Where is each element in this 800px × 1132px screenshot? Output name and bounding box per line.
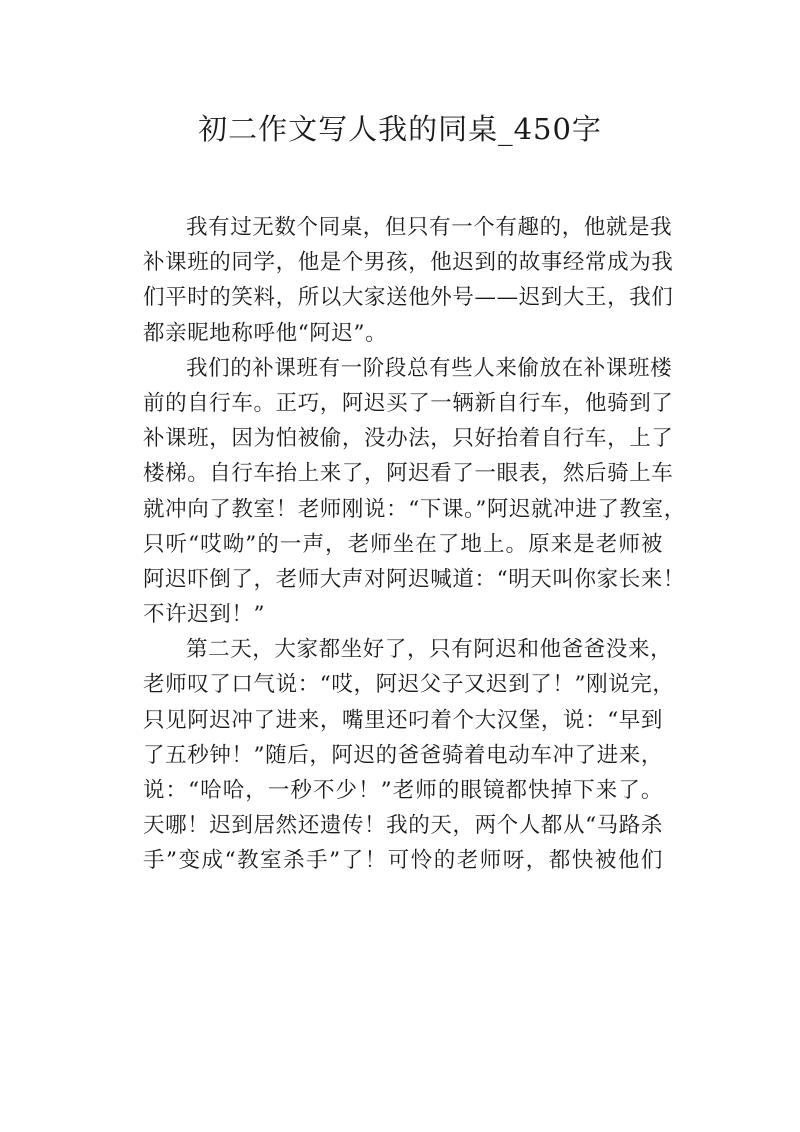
paragraph-line: 老师叹了口气说：“哎，阿迟父子又迟到了！”刚说完， (143, 672, 675, 698)
paragraph-1 (143, 210, 674, 351)
paragraph-line: 补课班的同学，他是个男孩，他迟到的故事经常成为我 (143, 250, 674, 276)
paragraph-line: 说：“哈哈，一秒不少！”老师的眼镜都快掉下来了。 (143, 778, 663, 803)
paragraph-line: 天哪！迟到居然还遗传！我的天，两个人都从“马路杀 (143, 813, 663, 839)
paragraph-2 (143, 351, 686, 633)
paragraph-line: 就冲向了教室！老师刚说：“下课。”阿迟就冲进了教室， (143, 496, 686, 522)
paragraph-line: 阿迟吓倒了，老师大声对阿迟喊道：“明天叫你家长来！ (143, 566, 685, 592)
paragraph-line: 手”变成“教室杀手”了！可怜的老师呀，都快被他们 (143, 848, 663, 874)
paragraph-line: 只听“哎呦”的一声，老师坐在了地上。原来是老师被 (143, 531, 663, 557)
paragraph-line: 前的自行车。正巧，阿迟买了一辆新自行车，他骑到了 (143, 390, 674, 416)
paragraph-line: 了五秒钟！”随后，阿迟的爸爸骑着电动车冲了进来， (143, 742, 663, 768)
document-body (143, 210, 686, 879)
paragraph-3 (143, 632, 675, 878)
document-title: 初二作文写人我的同桌_450字 (198, 112, 602, 146)
paragraph-line: 们平时的笑料，所以大家送他外号——迟到大王，我们 (143, 285, 674, 311)
paragraph-line: 楼梯。自行车抬上来了，阿迟看了一眼表，然后骑上车 (143, 461, 674, 487)
paragraph-line: 第二天，大家都坐好了，只有阿迟和他爸爸没来， (186, 637, 673, 663)
paragraph-line: 补课班，因为怕被偷，没办法，只好抬着自行车，上了 (143, 426, 674, 452)
paragraph-line: 我有过无数个同桌，但只有一个有趣的，他就是我 (186, 215, 673, 240)
paragraph-line: 都亲昵地称呼他“阿迟”。 (143, 320, 388, 346)
paragraph-line: 只见阿迟冲了进来，嘴里还叼着个大汉堡，说：“早到 (143, 707, 663, 733)
paragraph-line: 不许迟到！” (143, 602, 266, 628)
paragraph-line: 我们的补课班有一阶段总有些人来偷放在补课班楼 (186, 355, 673, 381)
